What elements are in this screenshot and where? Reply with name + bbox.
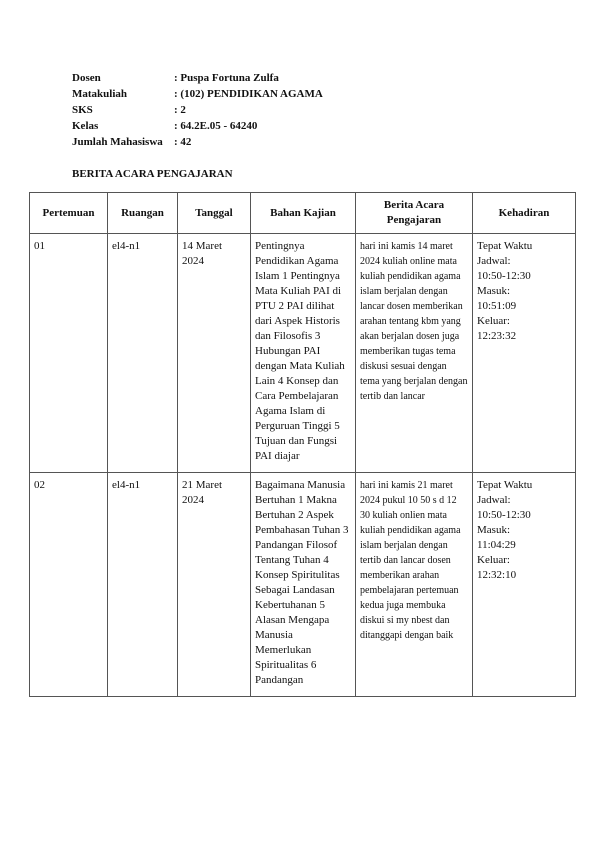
kehadiran-jadwal-value: 10:50-12:30 bbox=[477, 509, 531, 521]
info-label: Jumlah Mahasiswa bbox=[72, 136, 163, 148]
table-row bbox=[30, 473, 576, 697]
kehadiran-keluar-label: Keluar: bbox=[477, 554, 510, 566]
header-tanggal: Tanggal bbox=[178, 193, 251, 234]
info-label: Dosen bbox=[72, 72, 101, 84]
info-row-jumlah-mahasiswa bbox=[72, 134, 323, 150]
kehadiran-masuk-value: 10:51:09 bbox=[477, 300, 517, 312]
cell-bahan-kajian: Pentingnya Pendidikan Agama Islam 1 Pentingnya Mata Kuliah PAI di PTU 2 PAI dilihat dari Aspek Historis dan Filosofis 3 Hubungan PAI dengan Mata Kuliah Lain 4 Konsep dan Cara Pembelajaran Agama Islam di Perguruan Tinggi 5 Tujuan dan Fungsi PAI diajar bbox=[251, 234, 356, 473]
kehadiran-keluar-value: 12:23:32 bbox=[477, 330, 517, 342]
kehadiran-status: Tepat Waktu bbox=[477, 240, 533, 252]
kehadiran-jadwal-label: Jadwal: bbox=[477, 255, 511, 267]
header-berita-acara: Berita Acara Pengajaran bbox=[356, 193, 473, 234]
cell-tanggal: 21 Maret 2024 bbox=[178, 473, 251, 697]
info-label: Matakuliah bbox=[72, 88, 128, 100]
info-row-dosen bbox=[72, 70, 323, 86]
info-row-sks bbox=[72, 102, 323, 118]
course-info bbox=[72, 70, 323, 150]
info-value: : 42 bbox=[174, 136, 192, 148]
header-kehadiran: Kehadiran bbox=[473, 193, 576, 234]
header-ruangan: Ruangan bbox=[108, 193, 178, 234]
kehadiran-jadwal-label: Jadwal: bbox=[477, 494, 511, 506]
kehadiran-masuk-label: Masuk: bbox=[477, 285, 510, 297]
cell-berita-acara: hari ini kamis 14 maret 2024 kuliah online mata kuliah pendidikan agama islam berjalan dengan lancar dosen memberikan arahan tentang kbm yang akan berjalan dosen juga memberikan tugas tema diskusi sesuai dengan tema yang berjalan dengan tertib dan lancar bbox=[356, 234, 473, 473]
header-bahan-kajian: Bahan Kajian bbox=[251, 193, 356, 234]
table-header-row bbox=[30, 193, 576, 234]
cell-kehadiran bbox=[473, 234, 576, 473]
kehadiran-jadwal-value: 10:50-12:30 bbox=[477, 270, 531, 282]
info-label: SKS bbox=[72, 104, 93, 116]
cell-tanggal: 14 Maret 2024 bbox=[178, 234, 251, 473]
info-row-matakuliah bbox=[72, 86, 323, 102]
header-pertemuan: Pertemuan bbox=[30, 193, 108, 234]
info-label: Kelas bbox=[72, 120, 99, 132]
cell-ruangan: el4-n1 bbox=[108, 234, 178, 473]
kehadiran-keluar-value: 12:32:10 bbox=[477, 569, 517, 581]
teaching-record-table bbox=[29, 192, 576, 697]
cell-bahan-kajian: Bagaimana Manusia Bertuhan 1 Makna Bertuhan 2 Aspek Pembahasan Tuhan 3 Pandangan Filosof Tentang Tuhan 4 Konsep Spiritulitas Sebagai Landasan Kebertuhanan 5 Alasan Mengapa Manusia Memerlukan Spiritualitas 6 Pandangan bbox=[251, 473, 356, 697]
cell-pertemuan: 01 bbox=[30, 234, 108, 473]
cell-pertemuan: 02 bbox=[30, 473, 108, 697]
info-value: : Puspa Fortuna Zulfa bbox=[174, 72, 279, 84]
kehadiran-keluar-label: Keluar: bbox=[477, 315, 510, 327]
kehadiran-masuk-value: 11:04:29 bbox=[477, 539, 516, 551]
kehadiran-masuk-label: Masuk: bbox=[477, 524, 510, 536]
info-row-kelas bbox=[72, 118, 323, 134]
info-value: : 2 bbox=[174, 104, 186, 116]
cell-berita-acara: hari ini kamis 21 maret 2024 pukul 10 50 s d 12 30 kuliah onlien mata kuliah pendidikan agama islam berjalan dengan tertib dan lancar dosen memberikan arahan pembelajaran pertemuan kedua juga membuka diskui si my nbest dan ditanggapi dengan baik bbox=[356, 473, 473, 697]
cell-kehadiran bbox=[473, 473, 576, 697]
kehadiran-status: Tepat Waktu bbox=[477, 479, 533, 491]
info-value: : (102) PENDIDIKAN AGAMA bbox=[174, 88, 323, 100]
cell-ruangan: el4-n1 bbox=[108, 473, 178, 697]
info-value: : 64.2E.05 - 64240 bbox=[174, 120, 258, 132]
section-title: BERITA ACARA PENGAJARAN bbox=[72, 168, 233, 180]
table-row bbox=[30, 234, 576, 473]
